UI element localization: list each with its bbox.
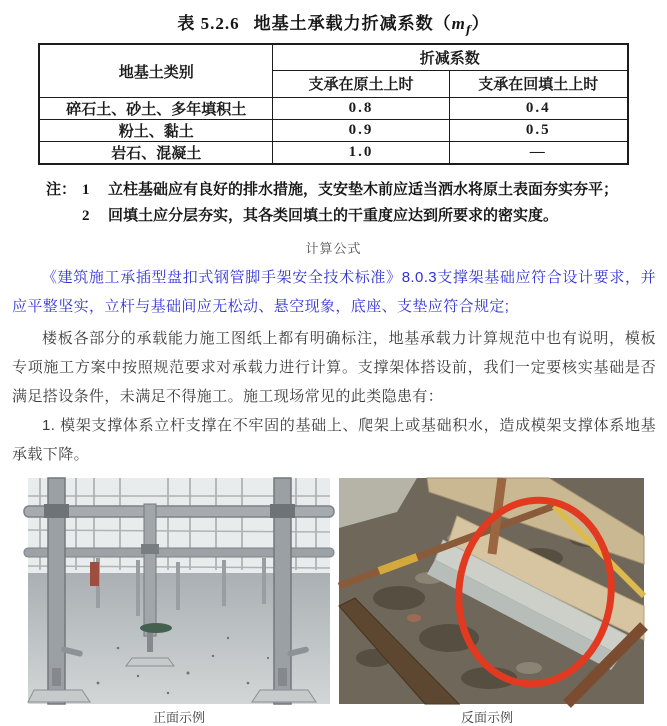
photo-row: [28, 478, 667, 704]
standard-reference-paragraph: 《建筑施工承插型盘扣式钢管脚手架安全技术标准》8.0.3支撑架基础应符合设计要求，并应平整坚实，立杆与基础间应无松动、悬空现象，底座、支垫应符合规定;: [12, 268, 656, 315]
note-text: 立柱基础应有良好的排水措施，支安垫木前应适当洒水将原土表面夯实夯平；: [108, 181, 619, 198]
cell-soil-type: 碎石土、砂土、多年填积土: [39, 97, 272, 119]
caption-bad-example: 反面示例: [460, 709, 513, 725]
cell-original-value: 1.0: [272, 141, 449, 164]
section-label-formula: 计算公式: [305, 240, 362, 256]
photo-scaffold-good-example: [28, 478, 330, 704]
rubble-photo-illustration: [339, 478, 644, 704]
table-title: 表 5.2.6 地基土承载力折减系数$(m_f)$: [177, 14, 490, 37]
note-item-1: [46, 177, 641, 203]
table-notes: [46, 177, 641, 229]
table-row: [39, 97, 627, 119]
bearing-capacity-table: [38, 43, 628, 165]
table-title-text: 地基土承载力折减系数: [253, 14, 434, 33]
header-reduction-coeff: 折减系数: [272, 44, 627, 70]
scaffold-photo-illustration: [28, 478, 330, 704]
subheader-original-soil: 支承在原土上时: [272, 70, 449, 97]
note-number: 1: [82, 181, 90, 198]
cell-original-value: 0.9: [272, 119, 449, 141]
table-row: [39, 141, 627, 164]
note-number: 2: [82, 207, 90, 224]
hazard-item-1: 1. 模架支撑体系立杆支撑在不牢固的基础上、爬架上或基础积水，造成模架支撑体系地基承载下降。: [12, 416, 656, 463]
table-title-symbol: m: [451, 14, 466, 33]
scanned-table-block: [0, 0, 667, 229]
cell-original-value: 0.8: [272, 97, 449, 119]
cell-backfill-value: 0.5: [449, 119, 627, 141]
cell-soil-type: 岩石、混凝土: [39, 141, 272, 164]
note-label: 注：: [46, 181, 77, 198]
cell-soil-type: 粉土、黏土: [39, 119, 272, 141]
cell-backfill-value: —: [449, 141, 627, 164]
table-row: [39, 119, 627, 141]
note-item-2: [46, 203, 641, 229]
photo-rubble-bad-example: [339, 478, 644, 704]
note-text: 回填土应分层夯实，其各类回填土的干重度应达到所要求的密实度。: [108, 207, 559, 224]
body-paragraph: 楼板各部分的承载能力施工图纸上都有明确标注，地基承载力计算规范中也有说明，模板专项施工方案中按照规范要求对承载力进行计算。支撑架体搭设前，我们一定要核实基础是否满足搭设条件，未满足不得施工。施工现场常见的此类隐患有：: [12, 329, 656, 405]
cell-backfill-value: 0.4: [449, 97, 627, 119]
table-title-subscript: f: [465, 23, 472, 37]
caption-row: [28, 704, 667, 726]
subheader-backfill-soil: 支承在回填土上时: [449, 70, 627, 97]
header-soil-type: 地基土类别: [39, 44, 272, 97]
caption-good-example: 正面示例: [152, 709, 205, 725]
table-title-index: 表 5.2.6: [177, 14, 240, 33]
